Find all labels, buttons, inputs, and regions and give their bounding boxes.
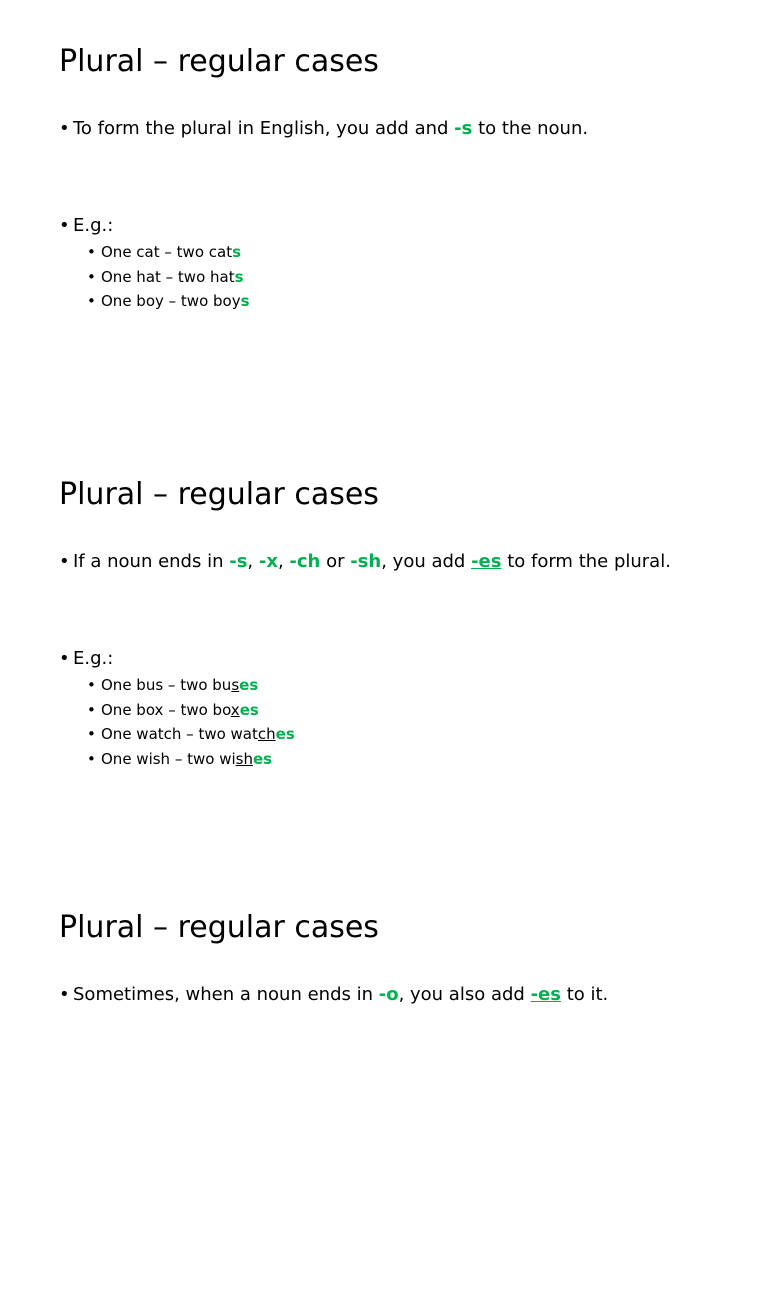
bullet-dot: •	[87, 292, 96, 310]
highlight-suffix: -x	[258, 551, 278, 572]
highlight-suffix: -s	[229, 551, 248, 572]
text-run: Sometimes, when a noun ends in	[73, 984, 379, 1005]
rule-bullet	[59, 983, 608, 1007]
underlined-ending: x	[230, 701, 240, 719]
text-run: One hat – two hat	[101, 268, 235, 286]
bullet-dot: •	[59, 984, 70, 1005]
example-text	[101, 701, 259, 719]
text-run: If a noun ends in	[73, 551, 230, 572]
text-run: to form the plural.	[501, 551, 671, 572]
bullet-dot: •	[87, 676, 96, 694]
underlined-ending: sh	[235, 750, 253, 768]
slide-3	[0, 866, 768, 1299]
underlined-ending: ch	[257, 725, 276, 743]
underlined-ending: s	[231, 676, 240, 694]
text-run: or	[320, 551, 351, 572]
example-text	[101, 676, 258, 694]
example-item	[87, 675, 258, 695]
highlight-suffix: s	[234, 268, 244, 286]
rule-bullet	[59, 117, 588, 141]
bullet-dot: •	[87, 268, 96, 286]
highlight-suffix: es	[239, 676, 259, 694]
slide-1	[0, 0, 768, 433]
highlight-suffix: s	[232, 243, 242, 261]
highlight-suffix: es	[239, 701, 259, 719]
eg-label: E.g.:	[73, 215, 114, 236]
text-run: , you also add	[398, 984, 531, 1005]
example-text	[101, 243, 241, 261]
bullet-dot: •	[87, 701, 96, 719]
text-run: , you add	[381, 551, 472, 572]
example-text	[101, 292, 250, 310]
text-run: to it.	[560, 984, 609, 1005]
example-text	[101, 750, 272, 768]
highlight-suffix: es	[275, 725, 295, 743]
rule-text	[73, 118, 588, 139]
highlight-suffix: -o	[378, 984, 399, 1005]
eg-label: E.g.:	[73, 648, 114, 669]
highlight-suffix: -sh	[350, 551, 382, 572]
highlight-suffix: -es	[530, 984, 561, 1005]
text-run: One boy – two boy	[101, 292, 241, 310]
bullet-dot: •	[59, 648, 70, 669]
highlight-suffix: es	[252, 750, 273, 768]
text-run: ,	[247, 551, 259, 572]
rule-text	[73, 551, 671, 572]
example-item	[87, 242, 241, 262]
bullet-dot: •	[87, 243, 96, 261]
bullet-dot: •	[59, 551, 70, 572]
highlight-suffix: -ch	[289, 551, 321, 572]
highlight-suffix: -es	[471, 551, 502, 572]
slide-title: Plural – regular cases	[59, 910, 379, 945]
example-text	[101, 268, 244, 286]
text-run: to the noun.	[472, 118, 589, 139]
slide-2	[0, 433, 768, 866]
text-run: One box – two bo	[101, 701, 231, 719]
example-item	[87, 749, 272, 769]
example-item	[87, 700, 259, 720]
text-run: To form the plural in English, you add and	[73, 118, 455, 139]
eg-bullet	[59, 214, 113, 238]
highlight-suffix: s	[240, 292, 250, 310]
text-run: One wish – two wi	[101, 750, 236, 768]
example-item	[87, 724, 295, 744]
eg-bullet	[59, 647, 113, 671]
bullet-dot: •	[59, 215, 70, 236]
bullet-dot: •	[59, 118, 70, 139]
rule-bullet	[59, 550, 671, 574]
slide-title: Plural – regular cases	[59, 477, 379, 512]
bullet-dot: •	[87, 725, 96, 743]
text-run: ,	[277, 551, 290, 572]
text-run: One bus – two bu	[101, 676, 232, 694]
highlight-suffix: -s	[454, 118, 473, 139]
text-run: One cat – two cat	[101, 243, 233, 261]
example-text	[101, 725, 295, 743]
example-item	[87, 267, 244, 287]
text-run: One watch – two wat	[101, 725, 258, 743]
example-item	[87, 291, 250, 311]
bullet-dot: •	[87, 750, 96, 768]
slide-title: Plural – regular cases	[59, 44, 379, 79]
rule-text	[73, 984, 608, 1005]
